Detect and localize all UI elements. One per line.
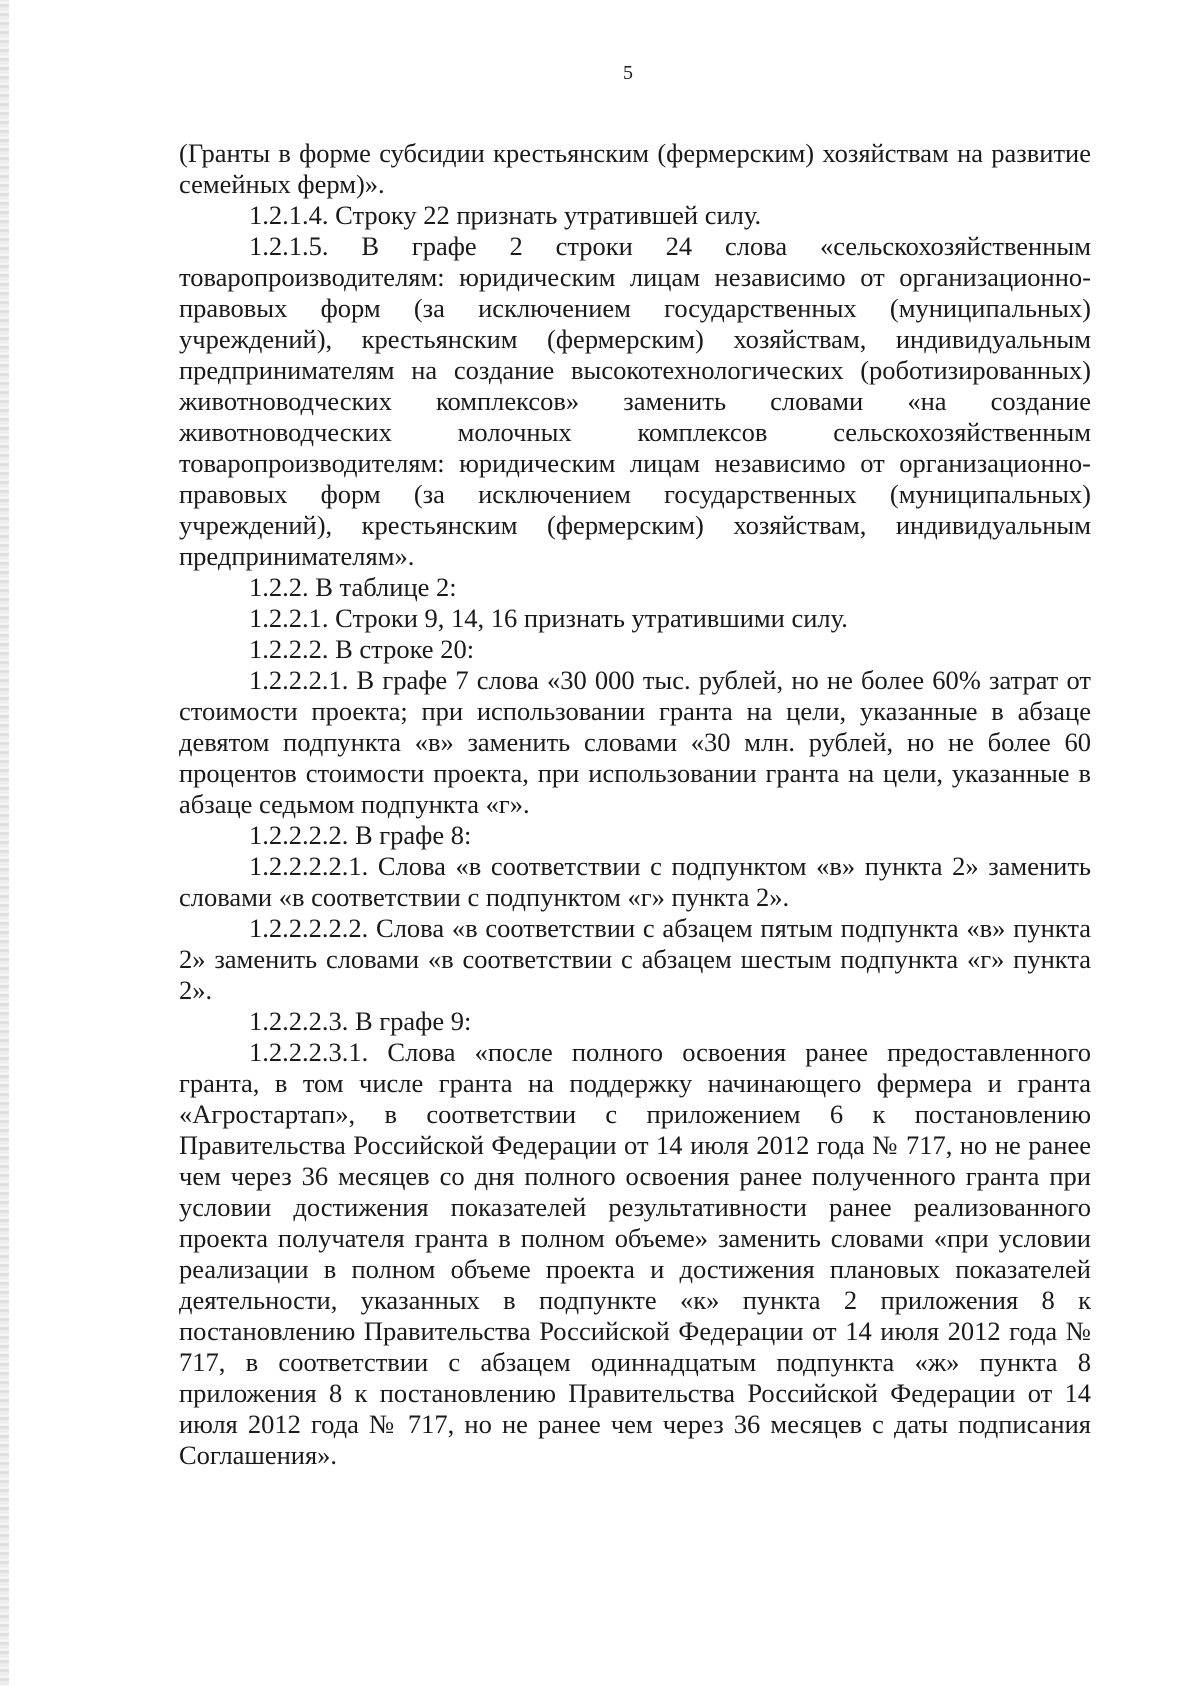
paragraph: 1.2.2.2.3.1. Слова «после полного освоения ранее предоставленного гранта, в том числе гранта на поддержку начинающего фермера и гранта «Агростартап», в соответствии с приложением 6 к постановлению Правительства Российской Федерации от 14 июля 2012 года № 717, но не ранее чем через 36 месяцев со дня полного освоения ранее полученного гранта при условии достижения показателей результативности ранее реализованного проекта получателя гранта в полном объеме» заменить словами «при условии реализации в полном объеме проекта и достижения плановых показателей деятельности, указанных в подпункте «к» пункта 2 приложения 8 к постановлению Правительства Российской Федерации от 14 июля 2012 года № 717, в соответствии с абзацем одиннадцатым подпункта «ж» пункта 8 приложения 8 к постановлению Правительства Российской Федерации от 14 июля 2012 года № 717, но не ранее чем через 36 месяцев с даты подписания Соглашения».	[179, 1037, 1091, 1470]
paragraph: 1.2.2.2. В строке 20:	[249, 634, 475, 664]
paragraph: 1.2.2.2.2.1. Слова «в соответствии с подпунктом «в» пункта 2» заменить словами «в соответствии с подпунктом «г» пункта 2».	[179, 851, 1091, 912]
paragraph: 1.2.2.1. Строки 9, 14, 16 признать утратившими силу.	[249, 603, 848, 633]
paragraph: 1.2.2.2.2.2. Слова «в соответствии с абзацем пятым подпункта «в» пункта 2» заменить словами «в соответствии с абзацем шестым подпункта «г» пункта 2».	[179, 913, 1091, 1005]
paragraph: 1.2.2.2.2. В графе 8:	[249, 820, 472, 850]
paragraph: 1.2.1.4. Строку 22 признать утратившей силу.	[249, 200, 762, 230]
paragraph: 1.2.1.5. В графе 2 строки 24 слова «сельскохозяйственным товаропроизводителям: юридическим лицам независимо от организационно-правовых форм (за исключением государственных (муниципальных) учреждений), крестьянским (фермерским) хозяйствам, индивидуальным предпринимателям на создание высокотехнологических (роботизированных) животноводческих комплексов» заменить словами «на создание животноводческих молочных комплексов сельскохозяйственным товаропроизводителям: юридическим лицам независимо от организационно-правовых форм (за исключением государственных (муниципальных) учреждений), крестьянским (фермерским) хозяйствам, индивидуальным предпринимателям».	[179, 231, 1091, 571]
paragraph: 1.2.2. В таблице 2:	[249, 572, 457, 602]
document-body	[179, 138, 1091, 1471]
page-number: 5	[623, 62, 633, 84]
paragraph: 1.2.2.2.3. В графе 9:	[249, 1006, 472, 1036]
paragraph: (Гранты в форме субсидии крестьянским (фермерским) хозяйствам на развитие семейных ферм)».	[179, 138, 1091, 199]
scan-edge	[0, 0, 9, 1686]
paragraph: 1.2.2.2.1. В графе 7 слова «30 000 тыс. рублей, но не более 60% затрат от стоимости проекта; при использовании гранта на цели, указанные в абзаце девятом подпункта «в» заменить словами «30 млн. рублей, но не более 60 процентов стоимости проекта, при использовании гранта на цели, указанные в абзаце седьмом подпункта «г».	[179, 665, 1091, 819]
